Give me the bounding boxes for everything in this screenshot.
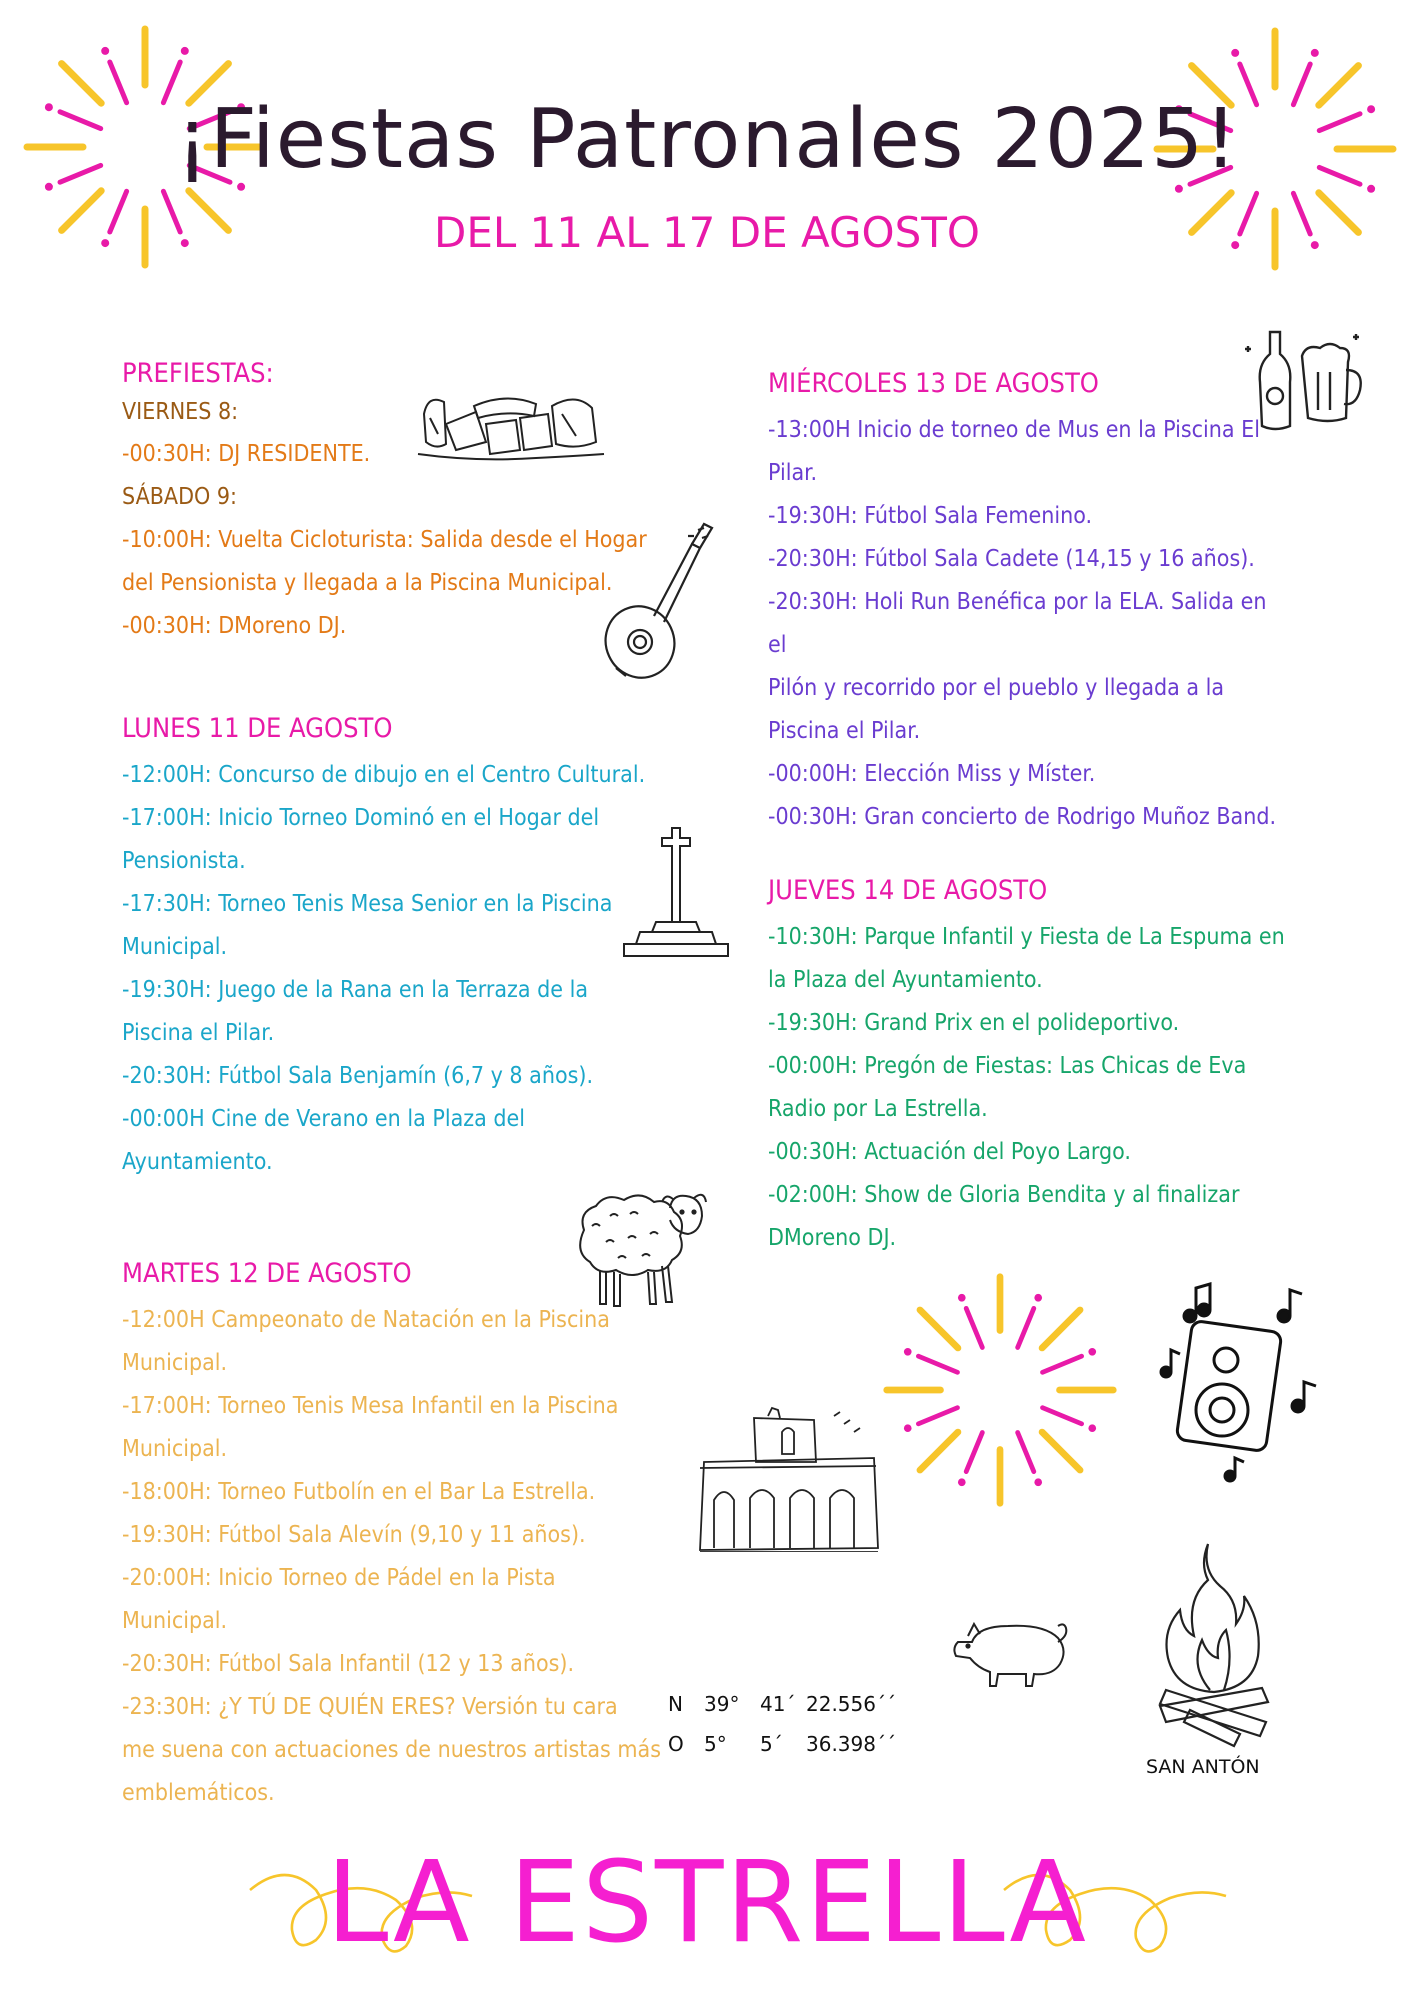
schedule-line: Municipal. [122,1608,228,1634]
schedule-line: -20:30H: Fútbol Sala Benjamín (6,7 y 8 años). [122,1063,594,1089]
schedule-line: -19:30H: Fútbol Sala Femenino. [768,503,1093,529]
schedule-line: del Pensionista y llegada a la Piscina Municipal. [122,570,613,596]
schedule-line: VIERNES 8: [122,399,239,425]
schedule-line: -17:00H: Torneo Tenis Mesa Infantil en la Piscina [122,1393,619,1419]
coordinates [668,1684,896,1764]
schedule-line: Radio por La Estrella. [768,1096,988,1122]
schedule-line: Pensionista. [122,848,246,874]
schedule-line: -20:30H: Holi Run Benéfica por la ELA. Salida en el [768,589,1267,658]
bandurria-icon [596,518,716,688]
coord-minutes: 5´ [760,1732,783,1756]
schedule-line: -10:00H: Vuelta Cicloturista: Salida desde el Hogar [122,527,647,553]
schedule-line: -19:30H: Juego de la Rana en la Terraza de la [122,977,589,1003]
schedule-line: -00:30H: Actuación del Poyo Largo. [768,1139,1131,1165]
coord-degrees: 39° [704,1692,740,1716]
section-lunes [122,713,662,1184]
schedule-line: -18:00H: Torneo Futbolín en el Bar La Estrella. [122,1479,596,1505]
coord-degrees: 5° [704,1732,727,1756]
coord-minutes: 41´ [760,1692,796,1716]
coordinate-north [668,1684,896,1724]
coord-label: N [668,1692,683,1716]
schedule-line: emblemáticos. [122,1780,275,1806]
coord-seconds: 22.556´´ [806,1692,896,1716]
schedule-line: Piscina el Pilar. [768,718,921,744]
coordinate-west [668,1724,896,1764]
schedule-line: -02:00H: Show de Gloria Bendita y al finalizar [768,1182,1240,1208]
schedule-line: -13:00H Inicio de torneo de Mus en la Piscina El [768,417,1260,443]
schedule-line: la Plaza del Ayuntamiento. [768,967,1043,993]
schedule-line: -17:00H: Inicio Torneo Dominó en el Hogar del [122,805,600,831]
dolmen-icon [416,384,606,464]
schedule-line: -10:30H: Parque Infantil y Fiesta de La Espuma en [768,924,1285,950]
schedule-line: DMoreno DJ. [768,1225,897,1251]
coord-seconds: 36.398´´ [806,1732,896,1756]
schedule-line: -00:00H: Elección Miss y Míster. [768,761,1096,787]
schedule-line: Ayuntamiento. [122,1149,273,1175]
bonfire-icon [1150,1540,1280,1750]
page-title: ¡Fiestas Patronales 2025! [175,92,1239,187]
schedule-line: -20:00H: Inicio Torneo de Pádel en la Pista [122,1565,556,1591]
section-martes [122,1258,662,1815]
footer-title: LA ESTRELLA [325,1838,1089,1968]
church-icon [694,1402,884,1552]
schedule-line: -12:00H Campeonato de Natación en la Piscina [122,1307,610,1333]
section-title: JUEVES 14 DE AGOSTO [768,875,1048,906]
schedule-line: -12:00H: Concurso de dibujo en el Centro Cultural. [122,762,646,788]
schedule-line: Municipal. [122,1350,228,1376]
schedule-line: Municipal. [122,1436,228,1462]
pig-icon [948,1612,1078,1692]
section-title: PREFIESTAS: [122,358,274,389]
section-title: MIÉRCOLES 13 DE AGOSTO [768,368,1099,399]
section-title: LUNES 11 DE AGOSTO [122,713,393,744]
schedule-line: -20:30H: Fútbol Sala Cadete (14,15 y 16 años). [768,546,1255,572]
section-miercoles [768,368,1288,839]
schedule-line: Municipal. [122,934,228,960]
san-anton-label: SAN ANTÓN [1146,1756,1260,1778]
schedule-line: -17:30H: Torneo Tenis Mesa Senior en la Piscina [122,891,613,917]
beer-icon [1240,326,1370,436]
schedule-line: -19:30H: Fútbol Sala Alevín (9,10 y 11 años). [122,1522,586,1548]
section-title: MARTES 12 DE AGOSTO [122,1258,412,1289]
firework-icon-bottom [880,1270,1120,1510]
schedule-line: Pilón y recorrido por el pueblo y llegada a la [768,675,1225,701]
schedule-line: -00:30H: Gran concierto de Rodrigo Muñoz Band. [768,804,1277,830]
schedule-line: -00:30H: DJ RESIDENTE. [122,441,371,467]
schedule-line: -19:30H: Grand Prix en el polideportivo. [768,1010,1180,1036]
page-subtitle: DEL 11 AL 17 DE AGOSTO [434,208,980,257]
schedule-line: -20:30H: Fútbol Sala Infantil (12 y 13 años). [122,1651,575,1677]
schedule-line: -00:00H Cine de Verano en la Plaza del [122,1106,525,1132]
schedule-line: -23:30H: ¿Y TÚ DE QUIÉN ERES? Versión tu cara [122,1694,618,1720]
schedule-line: SÁBADO 9: [122,484,237,510]
schedule-line: me suena con actuaciones de nuestros artistas más [122,1737,662,1763]
section-jueves [768,875,1288,1260]
schedule-line: Piscina el Pilar. [122,1020,275,1046]
schedule-line: -00:30H: DMoreno DJ. [122,613,347,639]
schedule-line: Pilar. [768,460,818,486]
coord-label: O [668,1732,684,1756]
sheep-icon [570,1186,710,1316]
cross-icon [616,824,736,964]
schedule-line: -00:00H: Pregón de Fiestas: Las Chicas de Eva [768,1053,1247,1079]
speaker-icon [1156,1276,1326,1486]
